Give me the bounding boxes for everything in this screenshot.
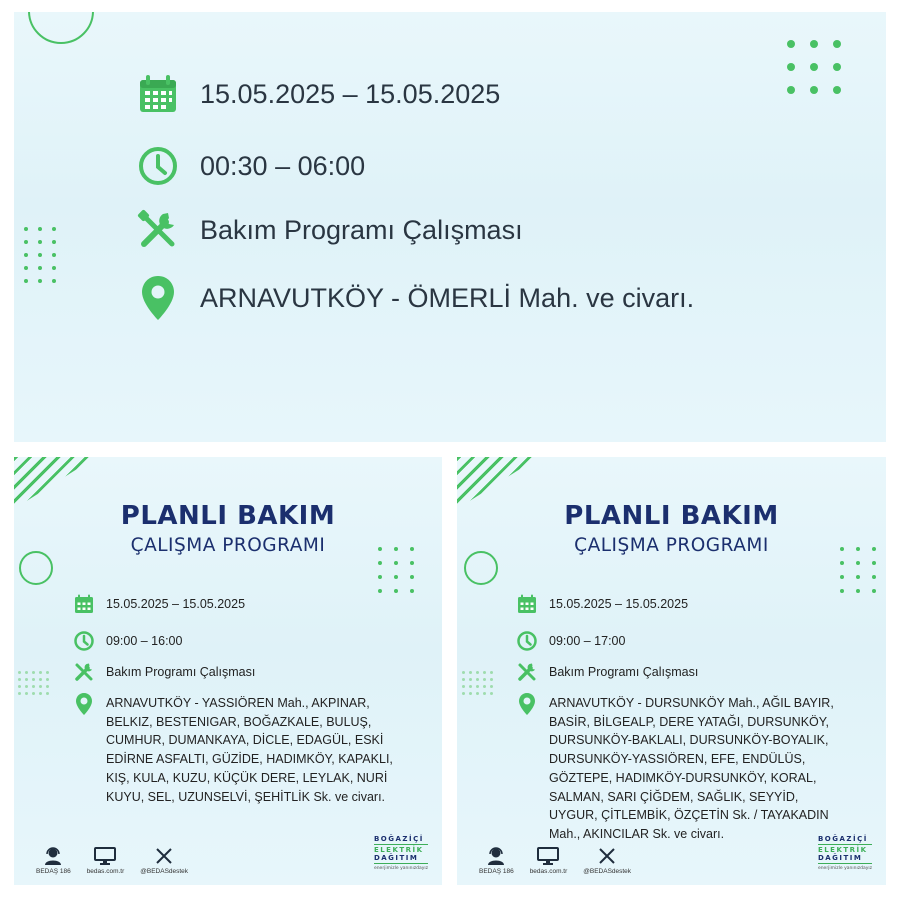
date-range-text: 15.05.2025 – 15.05.2025 xyxy=(106,597,246,611)
support-agent-icon xyxy=(43,847,63,865)
location-text: ARNAVUTKÖY - DURSUNKÖY Mah., AĞIL BAYIR, BASİR, BİLGEALP, DERE YATAĞI, DURSUNKÖY, DURSUNKÖY-BAKLALI, DURSUNKÖY-BOYALIK, DURSUNKÖY-YASSIÖREN, EFE, ENDÜLÜS, GÖZTEPE, HADIMKÖY-DURSUNKÖY, KORAL, SALMAN, SARI ÇİĞDEM, SAĞLIK, SEYYİD, UYGUR, ÇİTLEMBİK, ÖZÇETİN Sk. / TAYAKADIN Mah., AKINCILAR Sk. ve civarı. xyxy=(549,696,834,841)
work-type-row xyxy=(134,208,523,252)
date-range-text: 15.05.2025 – 15.05.2025 xyxy=(549,597,689,611)
brand-line-1: BOĞAZİÇİ xyxy=(373,835,424,843)
brand-line-2: ELEKTRİK xyxy=(817,846,868,854)
time-row xyxy=(515,630,625,652)
location-text: ARNAVUTKÖY - ÖMERLİ Mah. ve civarı. xyxy=(200,283,695,313)
brand-logo xyxy=(818,835,872,873)
social-label: @BEDASdestek xyxy=(140,868,189,875)
decorative-circle xyxy=(464,551,498,585)
tools-icon xyxy=(134,208,182,252)
work-type-text: Bakım Programı Çalışması xyxy=(549,665,699,679)
web-label: bedas.com.tr xyxy=(529,868,568,875)
time-range-text: 09:00 – 17:00 xyxy=(549,634,626,648)
brand-logo xyxy=(374,835,428,873)
date-range-text: 15.05.2025 – 15.05.2025 xyxy=(200,79,501,109)
web-label: bedas.com.tr xyxy=(86,868,125,875)
social-contact xyxy=(140,847,188,875)
location-pin-icon xyxy=(72,693,96,715)
clock-icon xyxy=(72,630,96,652)
tools-icon xyxy=(515,661,539,683)
location-pin-icon xyxy=(515,693,539,715)
calendar-icon xyxy=(72,593,96,615)
monitor-icon xyxy=(537,847,559,865)
calendar-icon xyxy=(515,593,539,615)
x-logo-icon xyxy=(598,847,616,865)
work-type-row xyxy=(515,661,698,683)
phone-contact xyxy=(36,847,71,875)
panel-title: PLANLI BAKIM xyxy=(120,501,336,531)
location-row xyxy=(134,276,694,320)
top-announcement-panel xyxy=(14,12,886,442)
calendar-icon xyxy=(134,72,182,116)
decorative-circle xyxy=(19,551,53,585)
tools-icon xyxy=(72,661,96,683)
panel-title: PLANLI BAKIM xyxy=(564,501,779,531)
work-type-row xyxy=(72,661,255,683)
decorative-dot-grid xyxy=(18,671,49,695)
social-label: @BEDASdestek xyxy=(583,868,632,875)
phone-label: BEDAŞ 186 xyxy=(36,868,71,875)
decorative-circle xyxy=(28,12,94,44)
social-contact xyxy=(583,847,631,875)
phone-label: BEDAŞ 186 xyxy=(479,868,514,875)
time-row xyxy=(134,144,365,188)
clock-icon xyxy=(515,630,539,652)
date-row xyxy=(134,72,500,116)
contact-footer xyxy=(36,847,188,875)
time-range-text: 00:30 – 06:00 xyxy=(200,151,366,181)
brand-line-2: ELEKTRİK xyxy=(373,846,424,854)
decorative-dot-grid xyxy=(24,227,56,283)
work-type-text: Bakım Programı Çalışması xyxy=(106,665,256,679)
date-row xyxy=(515,593,688,615)
date-row xyxy=(72,593,245,615)
support-agent-icon xyxy=(486,847,506,865)
location-pin-icon xyxy=(134,276,182,320)
brand-line-3: DAĞITIM xyxy=(373,854,419,862)
brand-slogan: enerjimizle yanınızdayız xyxy=(373,866,428,871)
decorative-dot-grid xyxy=(787,40,841,94)
time-range-text: 09:00 – 16:00 xyxy=(106,634,183,648)
location-row xyxy=(72,693,406,806)
location-text: ARNAVUTKÖY - YASSIÖREN Mah., AKPINAR, BELKIZ, BESTENIGAR, BOĞAZKALE, BULUŞ, CUMHUR, DUMANKAYA, DİCLE, EDAGÜL, ESKİ EDİRNE ASFALTI, GÜZİDE, HADIMKÖY, KAPAKLI, KIŞ, KULA, KUZU, KÜÇÜK DERE, LEYLAK, NURİ KUYU, SEL, UZUNSELVİ, ŞEHİTLİK Sk. ve civarı. xyxy=(106,696,393,804)
work-type-text: Bakım Programı Çalışması xyxy=(200,215,523,245)
panel-subtitle: ÇALIŞMA PROGRAMI xyxy=(574,535,769,556)
web-contact xyxy=(87,847,125,875)
brand-slogan: enerjimizle yanınızdayız xyxy=(817,866,872,871)
web-contact xyxy=(530,847,568,875)
clock-icon xyxy=(134,144,182,188)
brand-line-3: DAĞITIM xyxy=(817,854,863,862)
brand-line-1: BOĞAZİÇİ xyxy=(817,835,868,843)
left-announcement-panel xyxy=(14,457,442,885)
contact-footer xyxy=(479,847,631,875)
location-row xyxy=(515,693,849,844)
phone-contact xyxy=(479,847,514,875)
x-logo-icon xyxy=(155,847,173,865)
panel-subtitle: ÇALIŞMA PROGRAMI xyxy=(130,535,326,556)
right-announcement-panel xyxy=(457,457,886,885)
monitor-icon xyxy=(94,847,116,865)
time-row xyxy=(72,630,182,652)
decorative-dot-grid xyxy=(462,671,493,695)
